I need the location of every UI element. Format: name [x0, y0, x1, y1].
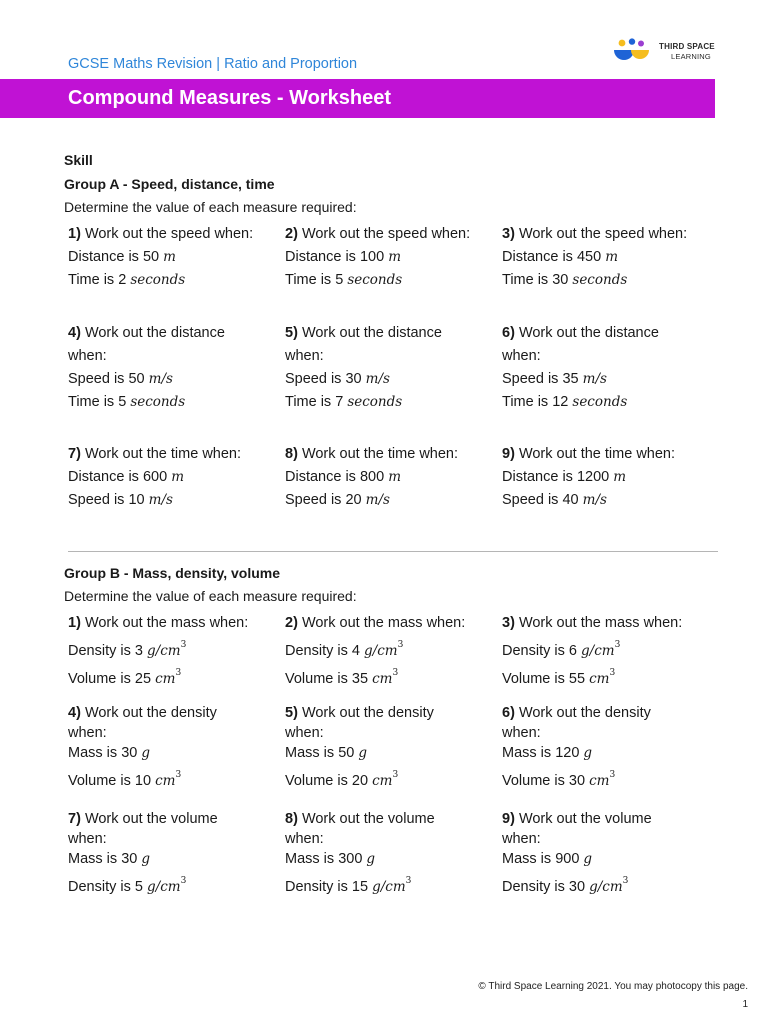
group-b-instruction: Determine the value of each measure required:: [64, 588, 357, 604]
group-b-question-8: 8) Work out the volume when: Mass is 300 g Density is 15 $g/cm^3$: [285, 811, 435, 895]
group-a-question-8: 8) Work out the time when: Distance is 800 m Speed is 20 m/s: [285, 446, 459, 508]
third-space-learning-logo: [612, 38, 724, 64]
group-a-question-1: 1) Work out the speed when: Distance is 50 m Time is 2 seconds: [68, 226, 254, 288]
group-a-question-9: 9) Work out the time when: Distance is 1200 m Speed is 40 m/s: [502, 446, 676, 508]
logo-text-line2: LEARNING: [671, 52, 711, 61]
logo-text-line1: THIRD SPACE: [659, 42, 715, 51]
copyright-notice: © Third Space Learning 2021. You may photocopy this page.: [478, 981, 748, 992]
title-bar: [0, 79, 715, 118]
skill-label: Skill: [64, 152, 93, 168]
group-b-question-1: 1) Work out the mass when: Density is 3 $g/cm^3$ Volume is 25 $cm^3$: [68, 615, 249, 687]
group-b-question-9: 9) Work out the volume when: Mass is 900 g Density is 30 $g/cm^3$: [502, 811, 652, 895]
group-b-question-2: 2) Work out the mass when: Density is 4 $g/cm^3$ Volume is 35 $cm^3$: [285, 615, 466, 687]
group-b-question-6: 6) Work out the density when: Mass is 120 g Volume is 30 $cm^3$: [502, 705, 651, 789]
group-a-question-5: 5) Work out the distance when: Speed is 30 m/s Time is 7 seconds: [285, 325, 442, 410]
group-a-instruction: Determine the value of each measure required:: [64, 199, 357, 215]
group-a-heading: Group A - Speed, distance, time: [64, 176, 275, 192]
group-b-question-4: 4) Work out the density when: Mass is 30 g Volume is 10 $cm^3$: [68, 705, 217, 789]
group-a-question-6: 6) Work out the distance when: Speed is 35 m/s Time is 12 seconds: [502, 325, 659, 410]
group-b-heading: Group B - Mass, density, volume: [64, 565, 281, 581]
worksheet-title: Compound Measures - Worksheet: [68, 87, 392, 109]
section-divider: [68, 551, 718, 552]
logo-mark-icon: [612, 38, 656, 64]
group-b-question-7: 7) Work out the volume when: Mass is 30 g Density is 5 $g/cm^3$: [68, 811, 218, 895]
group-b-question-5: 5) Work out the density when: Mass is 50 g Volume is 20 $cm^3$: [285, 705, 434, 789]
group-a-question-2: 2) Work out the speed when: Distance is 100 m Time is 5 seconds: [285, 226, 471, 288]
worksheet-subtitle: GCSE Maths Revision | Ratio and Proportion: [68, 56, 358, 72]
group-b-question-3: 3) Work out the mass when: Density is 6 $g/cm^3$ Volume is 55 $cm^3$: [502, 615, 683, 687]
group-a-question-4: 4) Work out the distance when: Speed is 50 m/s Time is 5 seconds: [68, 325, 225, 410]
group-a-question-3: 3) Work out the speed when: Distance is 450 m Time is 30 seconds: [502, 226, 688, 288]
group-a-question-7: 7) Work out the time when: Distance is 600 m Speed is 10 m/s: [68, 446, 242, 508]
page-number: 1: [742, 999, 748, 1010]
